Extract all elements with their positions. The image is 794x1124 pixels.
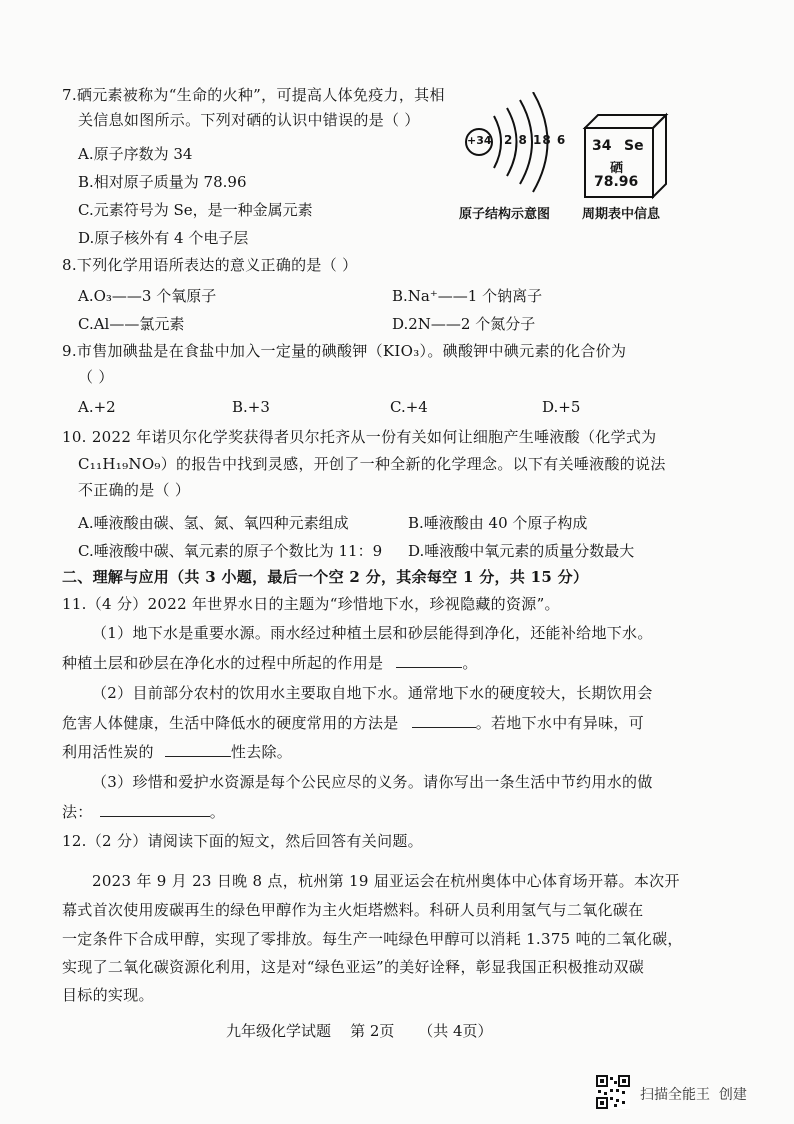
q11-answer-blank-3[interactable] [165, 742, 231, 757]
q7-stem-line2: 关信息如图所示。下列对硒的认识中错误的是（ ） [78, 111, 420, 129]
q8-stem: 8.下列化学用语所表达的意义正确的是（ ） [62, 256, 358, 274]
periodic-table-cell [582, 112, 670, 200]
q11-part2-text-b: 。若地下水中有异味，可 [475, 714, 644, 732]
q11-part2-text-d: 性去除。 [230, 743, 293, 761]
q12-para-line5: 目标的实现。 [62, 986, 154, 1004]
q12-para-line1: 2023 年 9 月 23 日晚 8 点，杭州第 19 届亚运会在杭州奥体中心体育场开幕。本次开 [92, 872, 680, 890]
q12-para-line2: 幕式首次使用废碳再生的绿色甲醇作为主火炬塔燃料。科研人员利用氢气与二氧化碳在 [62, 901, 644, 919]
q11-part1-line1: （1）地下水是重要水源。雨水经过种植土层和砂层能得到净化，还能补给地下水。 [92, 624, 653, 642]
q9-option-a: A.+2 [78, 398, 116, 416]
q10-option-b: B.唾液酸由 40 个原子构成 [408, 514, 588, 532]
q11-part2-text-a: 危害人体健康，生活中降低水的硬度常用的方法是 [62, 714, 399, 732]
q11-part2-text-c: 利用活性炭的 [62, 743, 154, 761]
qr-code-icon [596, 1075, 630, 1109]
q11-part1-text: 种植土层和砂层在净化水的过程中所起的作用是 [62, 654, 384, 672]
atom-structure-diagram [462, 92, 577, 200]
q8-option-d: D.2N——2 个氮分子 [392, 315, 536, 333]
q9-option-b: B.+3 [232, 398, 270, 416]
q11-part3-text: 法： [62, 803, 93, 821]
q11-part2-line1: （2）目前部分农村的饮用水主要取自地下水。通常地下水的硬度较大，长期饮用会 [92, 684, 653, 702]
section-heading: 二、理解与应用（共 3 小题，最后一个空 2 分，其余每空 1 分，共 15 分） [62, 568, 589, 586]
atom-diagram-caption: 原子结构示意图 [459, 207, 551, 222]
periodic-cell-caption: 周期表中信息 [582, 207, 661, 222]
scanner-watermark: 扫描全能王 创建 [640, 1087, 747, 1103]
q7-option-b: B.相对原子质量为 78.96 [78, 173, 247, 191]
atom-nucleus-charge: +34 [467, 134, 492, 147]
q11-part1-line2: 种植土层和砂层在净化水的过程中所起的作用是 。 [62, 654, 478, 672]
q10-option-a: A.唾液酸由碳、氢、氮、氧四种元素组成 [78, 514, 349, 532]
q11-part2-line2 [62, 712, 644, 733]
atom-electron-shells: 2 8 18 6 [504, 133, 567, 147]
element-name: 硒 [610, 161, 624, 176]
q11-answer-blank-1[interactable] [396, 653, 462, 668]
q8-option-a: A.O₃——3 个氧原子 [78, 287, 217, 305]
q9-stem-line1: 9.市售加碘盐是在食盐中加入一定量的碘酸钾（KIO₃）。碘酸钾中碘元素的化合价为 [62, 342, 627, 360]
q11-answer-blank-2[interactable] [412, 713, 476, 728]
element-symbol: Se [624, 138, 644, 154]
q12-stem: 12.（2 分）请阅读下面的短文，然后回答有关问题。 [62, 832, 423, 850]
page-footer: 九年级化学试题 第 2页 （共 4页） [226, 1022, 493, 1040]
q10-option-d: D.唾液酸中氧元素的质量分数最大 [408, 542, 635, 560]
q11-answer-blank-4[interactable] [100, 802, 210, 817]
q9-option-d: D.+5 [542, 398, 581, 416]
q10-stem-line3: 不正确的是（ ） [78, 481, 191, 499]
element-mass: 78.96 [594, 174, 639, 190]
q11-part2-line3 [62, 741, 292, 762]
q11-part3-line1: （3）珍惜和爱护水资源是每个公民应尽的义务。请你写出一条生活中节约用水的做 [92, 773, 653, 791]
q9-stem-line2: （ ） [78, 368, 114, 386]
q7-stem-line1: 7.硒元素被称为“生命的火种”，可提高人体免疫力，其相 [62, 86, 445, 104]
element-number: 34 [592, 138, 612, 154]
q11-stem: 11.（4 分）2022 年世界水日的主题为“珍惜地下水，珍视隐藏的资源”。 [62, 595, 560, 613]
q9-option-c: C.+4 [390, 398, 428, 416]
q12-para-line3: 一定条件下合成甲醇，实现了零排放。每生产一吨绿色甲醇可以消耗 1.375 吨的二氧化碳， [62, 930, 683, 948]
q8-option-b: B.Na⁺——1 个钠离子 [392, 287, 543, 305]
q8-option-c: C.Al——氯元素 [78, 315, 185, 333]
q11-part3-line2: 法： 。 [62, 803, 225, 821]
q7-option-a: A.原子序数为 34 [78, 145, 193, 163]
q7-option-c: C.元素符号为 Se，是一种金属元素 [78, 201, 313, 219]
q10-stem-line2: C₁₁H₁₉NO₉）的报告中找到灵感，开创了一种全新的化学理念。以下有关唾液酸的说法 [78, 455, 666, 473]
q7-option-d: D.原子核外有 4 个电子层 [78, 229, 249, 247]
q12-para-line4: 实现了二氧化碳资源化利用，这是对“绿色亚运”的美好诠释，彰显我国正积极推动双碳 [62, 958, 645, 976]
q10-stem-line1: 10. 2022 年诺贝尔化学奖获得者贝尔托齐从一份有关如何让细胞产生唾液酸（化学式为 [62, 428, 657, 446]
q10-option-c: C.唾液酸中碳、氧元素的原子个数比为 11：9 [78, 542, 383, 560]
